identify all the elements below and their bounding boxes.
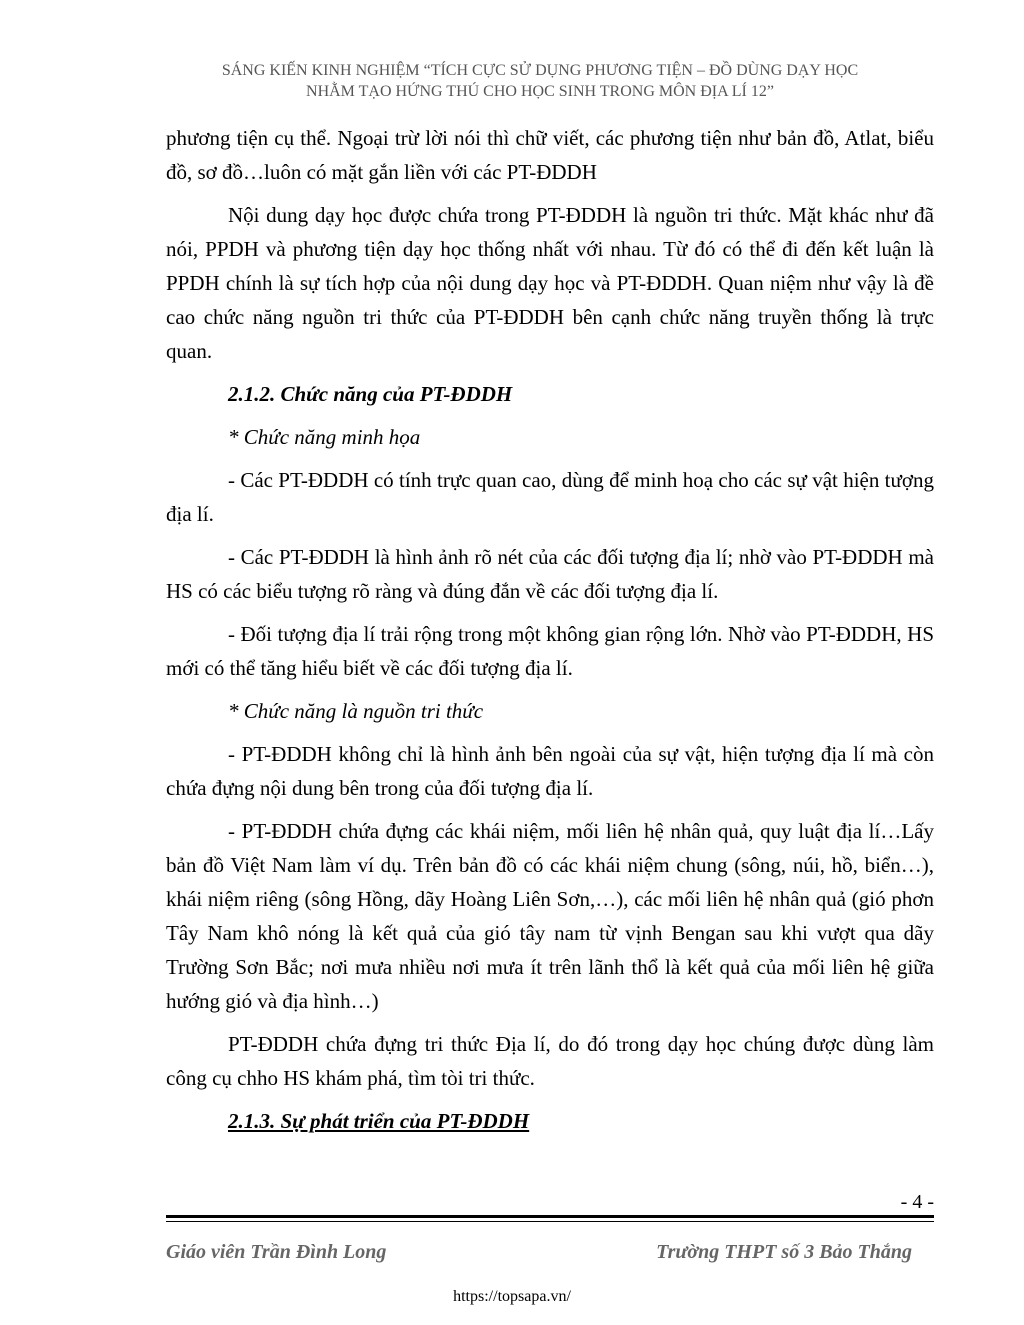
running-header [140, 60, 940, 102]
subheading-knowledge-source: * Chức năng là nguồn tri thức [228, 699, 484, 723]
running-footer [166, 1241, 912, 1264]
heading-2-1-3: 2.1.3. Sự phát triển của PT-ĐDDH [228, 1109, 530, 1133]
page-body [166, 121, 934, 1147]
page-number: - 4 - [900, 1191, 934, 1213]
footer-school: Trường THPT số 3 Bảo Thắng [656, 1241, 912, 1263]
header-line-1: SÁNG KIẾN KINH NGHIỆM “TÍCH CỰC SỬ DỤNG PHƯƠNG TIỆN – ĐỒ DÙNG DẠY HỌC [221, 62, 859, 79]
footer-rule-thick [166, 1215, 934, 1218]
header-line-2: NHẰM TẠO HỨNG THÚ CHO HỌC SINH TRONG MÔN ĐỊA LÍ 12” [306, 83, 774, 100]
paragraph-continuation: phương tiện cụ thể. Ngoại trừ lời nói thì chữ viết, các phương tiện như bản đồ, Atlat, biểu đồ, sơ đồ…luôn có mặt gắn liền với các PT-ĐDDH [166, 126, 934, 184]
bullet-illustration-2: - Các PT-ĐDDH là hình ảnh rõ nét của các đối tượng địa lí; nhờ vào PT-ĐDDH mà HS có các biểu tượng rõ ràng và đúng đắn về các đối tượng địa lí. [166, 545, 934, 603]
bullet-illustration-1: - Các PT-ĐDDH có tính trực quan cao, dùng để minh hoạ cho các sự vật hiện tượng địa lí. [166, 468, 934, 526]
footer-rule-thin [166, 1221, 934, 1222]
paragraph-conclusion: PT-ĐDDH chứa đựng tri thức Địa lí, do đó trong dạy học chúng được dùng làm công cụ chho HS khám phá, tìm tòi tri thức. [166, 1032, 934, 1090]
subheading-illustration: * Chức năng minh họa [228, 425, 421, 449]
bullet-illustration-3: - Đối tượng địa lí trải rộng trong một không gian rộng lớn. Nhờ vào PT-ĐDDH, HS mới có thể tăng hiểu biết về các đối tượng địa lí. [166, 622, 934, 680]
bullet-knowledge-1: - PT-ĐDDH không chỉ là hình ảnh bên ngoài của sự vật, hiện tượng địa lí mà còn chứa đựng nội dung bên trong của đối tượng địa lí. [166, 742, 934, 800]
paragraph-content-knowledge: Nội dung dạy học được chứa trong PT-ĐDDH là nguồn tri thức. Mặt khác như đã nói, PPDH và phương tiện dạy học thống nhất với nhau. Từ đó có thể đi đến kết luận là PPDH chính là sự tích hợp của nội dung dạy học và PT-ĐDDH. Quan niệm như vậy là đề cao chức năng nguồn tri thức của PT-ĐDDH bên cạnh chức năng truyền thống là trực quan. [166, 203, 934, 363]
source-url: https://topsapa.vn/ [453, 1288, 571, 1305]
heading-2-1-2: 2.1.2. Chức năng của PT-ĐDDH [228, 382, 513, 406]
footer-teacher: Giáo viên Trần Đình Long [166, 1241, 387, 1263]
bullet-knowledge-2: - PT-ĐDDH chứa đựng các khái niệm, mối liên hệ nhân quả, quy luật địa lí…Lấy bản đồ Việt Nam làm ví dụ. Trên bản đồ có các khái niệm chung (sông, núi, hồ, biển…), khái niệm riêng (sông Hồng, dãy Hoàng Liên Sơn,…), các mối liên hệ nhân quả (gió phơn Tây Nam khô nóng là kết quả của gió tây nam từ vịnh Bengan sau khi vượt qua dãy Trường Sơn Bắc; nơi mưa nhiều nơi mưa ít trên lãnh thổ là kết quả của mối liên hệ giữa hướng gió và địa hình…) [166, 819, 934, 1013]
